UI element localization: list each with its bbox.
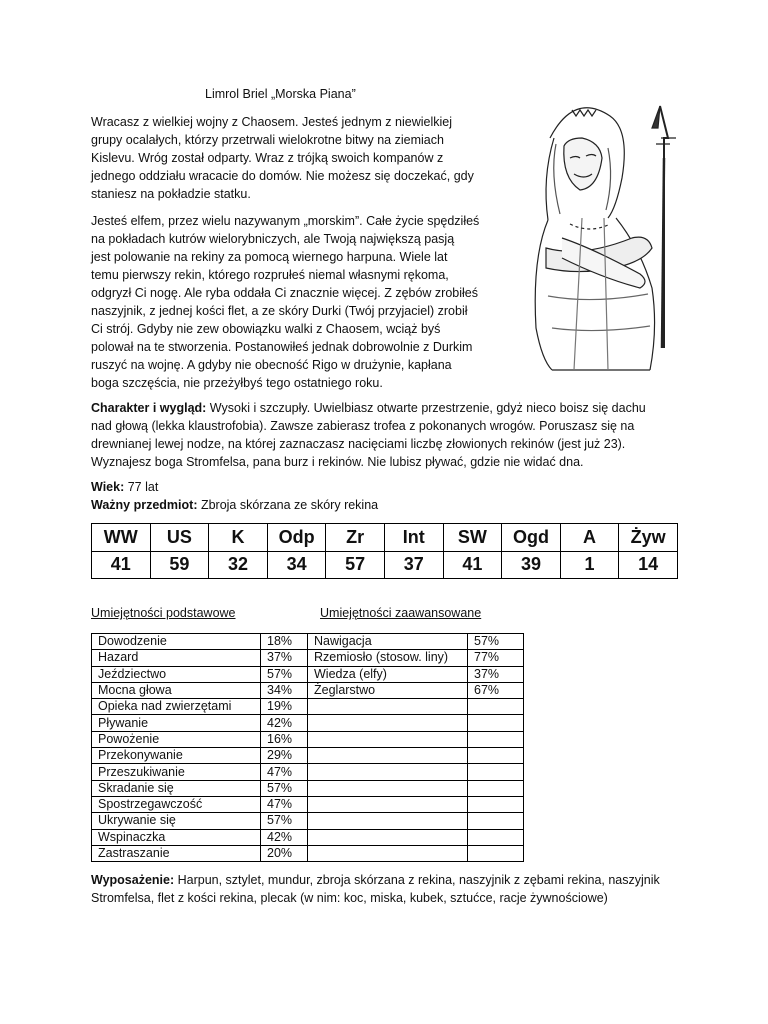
advanced-skill-value: [468, 715, 524, 731]
basic-skill-name: Przeszukiwanie: [92, 764, 261, 780]
basic-skill-name: Przekonywanie: [92, 748, 261, 764]
text-line: [91, 399, 683, 417]
text-line: staniesz na pokładzie statku.: [91, 187, 251, 201]
advanced-skill-name: [308, 829, 468, 845]
important-item-value: Zbroja skórzana ze skóry rekina: [197, 498, 379, 512]
skill-row: [92, 650, 524, 666]
stat-header: Ogd: [502, 524, 561, 552]
text-line: Wracasz z wielkiej wojny z Chaosem. Jesteś jednym z niewielkiej: [91, 115, 453, 129]
text-line: Ci strój. Gdyby nie zew obowiązku walki z Chaosem, wciąż byś: [91, 322, 441, 336]
skill-row: [92, 829, 524, 845]
skill-row: [92, 715, 524, 731]
stat-value: 39: [502, 551, 561, 579]
text-line: ruszyć na wojnę. A gdyby nie obecność Rigo w drużynie, kapłana: [91, 358, 452, 372]
basic-skill-value: 42%: [261, 829, 308, 845]
skill-row: [92, 748, 524, 764]
text-line: Wyznajesz boga Stromfelsa, pana burz i rekinów. Nie lubisz pływać, gdzie nie widać dna.: [91, 455, 584, 469]
advanced-skill-name: [308, 748, 468, 764]
advanced-skill-name: [308, 764, 468, 780]
advanced-skill-name: Rzemiosło (stosow. liny): [308, 650, 468, 666]
text-line: naszyjnik, z jednej kości flet, a ze skóry Durki (Twój przyjaciel) zrobił: [91, 304, 468, 318]
stat-value: 41: [443, 551, 502, 579]
skill-row: [92, 731, 524, 747]
text-line: boga szczęścia, nie przeżyłbyś tego ostatniego roku.: [91, 376, 383, 390]
stat-header: Int: [384, 524, 443, 552]
skill-row: [92, 796, 524, 812]
text-line: jednego oddziału wracacie do domów. Nie możesz się doczekać, gdy: [91, 169, 474, 183]
text-line: grupy ocalałych, którzy przetrwali wielokrotne bitwy na ziemiach: [91, 133, 444, 147]
stat-header: Żyw: [619, 524, 678, 552]
basic-skill-name: Powożenie: [92, 731, 261, 747]
age-value: 77 lat: [124, 480, 159, 494]
advanced-skill-value: [468, 829, 524, 845]
important-item-line: [91, 496, 378, 514]
skills-table: [91, 633, 524, 862]
skill-row: [92, 682, 524, 698]
page-title: Limrol Briel „Morska Piana”: [205, 87, 356, 101]
basic-skill-value: 47%: [261, 796, 308, 812]
skill-row: [92, 780, 524, 796]
intro-paragraph-1: [91, 113, 486, 203]
stat-value: 1: [560, 551, 619, 579]
text-line: nad głową (lekka klaustrofobia). Zawsze zabierasz trofea z pokonanych wrogów. Poruszasz się na: [91, 419, 635, 433]
advanced-skill-value: [468, 731, 524, 747]
advanced-skill-name: [308, 699, 468, 715]
advanced-skill-name: Nawigacja: [308, 634, 468, 650]
stat-header: SW: [443, 524, 502, 552]
character-portrait-illustration: [512, 98, 704, 376]
stat-header: A: [560, 524, 619, 552]
stat-header: Odp: [267, 524, 326, 552]
age-line: [91, 478, 158, 496]
equipment-label: Wyposażenie:: [91, 873, 175, 887]
basic-skill-name: Zastraszanie: [92, 845, 261, 861]
basic-skill-name: Wspinaczka: [92, 829, 261, 845]
basic-skill-name: Opieka nad zwierzętami: [92, 699, 261, 715]
advanced-skill-value: [468, 748, 524, 764]
advanced-skill-name: [308, 813, 468, 829]
text-line: drewnianej lewej nodze, na której zaznaczasz nacięciami liczbę złowionych rekinów (jest już 23).: [91, 437, 626, 451]
basic-skill-name: Dowodzenie: [92, 634, 261, 650]
stat-value: 59: [150, 551, 209, 579]
stat-header: Zr: [326, 524, 385, 552]
stat-value: 14: [619, 551, 678, 579]
basic-skill-value: 57%: [261, 813, 308, 829]
basic-skill-value: 57%: [261, 666, 308, 682]
text-line: jest polowanie na rekiny za pomocą wiernego harpuna. Wiele lat: [91, 250, 448, 264]
basic-skill-value: 47%: [261, 764, 308, 780]
stat-value: 32: [209, 551, 268, 579]
advanced-skill-name: Żeglarstwo: [308, 682, 468, 698]
equipment-paragraph: [91, 871, 701, 907]
basic-skill-name: Hazard: [92, 650, 261, 666]
basic-skill-value: 37%: [261, 650, 308, 666]
advanced-skill-name: [308, 780, 468, 796]
equipment-text: Harpun, sztylet, mundur, zbroja skórzana z rekina, naszyjnik z zębami rekina, naszyjnik: [174, 873, 660, 887]
text-line: [91, 871, 701, 889]
basic-skill-name: Jeździectwo: [92, 666, 261, 682]
basic-skill-value: 19%: [261, 699, 308, 715]
stats-table: [91, 523, 678, 579]
basic-skill-value: 16%: [261, 731, 308, 747]
skill-row: [92, 699, 524, 715]
advanced-skill-value: [468, 813, 524, 829]
stats-value-row: [92, 551, 678, 579]
skill-row: [92, 666, 524, 682]
advanced-skill-value: [468, 780, 524, 796]
stat-header: K: [209, 524, 268, 552]
text-line: Kislevu. Wróg został odparty. Wraz z trójką swoich kompanów z: [91, 151, 444, 165]
character-description: [91, 399, 683, 471]
stat-value: 37: [384, 551, 443, 579]
stat-value: 57: [326, 551, 385, 579]
basic-skills-heading: Umiejętności podstawowe: [91, 606, 236, 620]
stat-value: 41: [92, 551, 151, 579]
charakter-label: Charakter i wygląd:: [91, 401, 207, 415]
advanced-skill-value: 77%: [468, 650, 524, 666]
basic-skill-name: Ukrywanie się: [92, 813, 261, 829]
basic-skill-value: 57%: [261, 780, 308, 796]
text-line: temu pierwszy rekin, którego rozprułeś niemal własnymi rękoma,: [91, 268, 449, 282]
age-label: Wiek:: [91, 480, 125, 494]
important-item-label: Ważny przedmiot:: [91, 498, 198, 512]
charakter-text: Wysoki i szczupły. Uwielbiasz otwarte przestrzenie, gdyż nieco boisz się dachu: [206, 401, 646, 415]
advanced-skill-value: [468, 796, 524, 812]
advanced-skill-name: [308, 715, 468, 731]
skill-row: [92, 634, 524, 650]
stat-value: 34: [267, 551, 326, 579]
basic-skill-value: 20%: [261, 845, 308, 861]
basic-skill-value: 42%: [261, 715, 308, 731]
skill-row: [92, 845, 524, 861]
text-line: odgryzł Ci nogę. Ale ryba oddała Ci znacznie więcej. Z zębów zrobiłeś: [91, 286, 478, 300]
advanced-skill-value: 57%: [468, 634, 524, 650]
advanced-skill-name: [308, 845, 468, 861]
basic-skill-name: Pływanie: [92, 715, 261, 731]
advanced-skill-name: [308, 796, 468, 812]
skill-row: [92, 813, 524, 829]
text-line: polował na te stworzenia. Postanowiłeś jednak dobrowolnie z Durkim: [91, 340, 473, 354]
basic-skill-value: 34%: [261, 682, 308, 698]
stats-header-row: [92, 524, 678, 552]
advanced-skill-name: Wiedza (elfy): [308, 666, 468, 682]
advanced-skill-value: 37%: [468, 666, 524, 682]
advanced-skill-name: [308, 731, 468, 747]
skill-row: [92, 764, 524, 780]
advanced-skill-value: 67%: [468, 682, 524, 698]
advanced-skill-value: [468, 764, 524, 780]
stat-header: WW: [92, 524, 151, 552]
basic-skill-name: Spostrzegawczość: [92, 796, 261, 812]
advanced-skill-value: [468, 699, 524, 715]
text-line: Stromfelsa, flet z kości rekina, plecak (w nim: koc, miska, kubek, sztućce, racje żywnościowe): [91, 891, 608, 905]
advanced-skill-value: [468, 845, 524, 861]
basic-skill-value: 29%: [261, 748, 308, 764]
advanced-skills-heading: Umiejętności zaawansowane: [320, 606, 482, 620]
basic-skill-name: Skradanie się: [92, 780, 261, 796]
stat-header: US: [150, 524, 209, 552]
basic-skill-name: Mocna głowa: [92, 682, 261, 698]
basic-skill-value: 18%: [261, 634, 308, 650]
text-line: Jesteś elfem, przez wielu nazywanym „morskim”. Całe życie spędziłeś: [91, 214, 480, 228]
text-line: na pokładach kutrów wielorybniczych, ale Twoją największą pasją: [91, 232, 455, 246]
intro-paragraph-2: [91, 212, 496, 392]
